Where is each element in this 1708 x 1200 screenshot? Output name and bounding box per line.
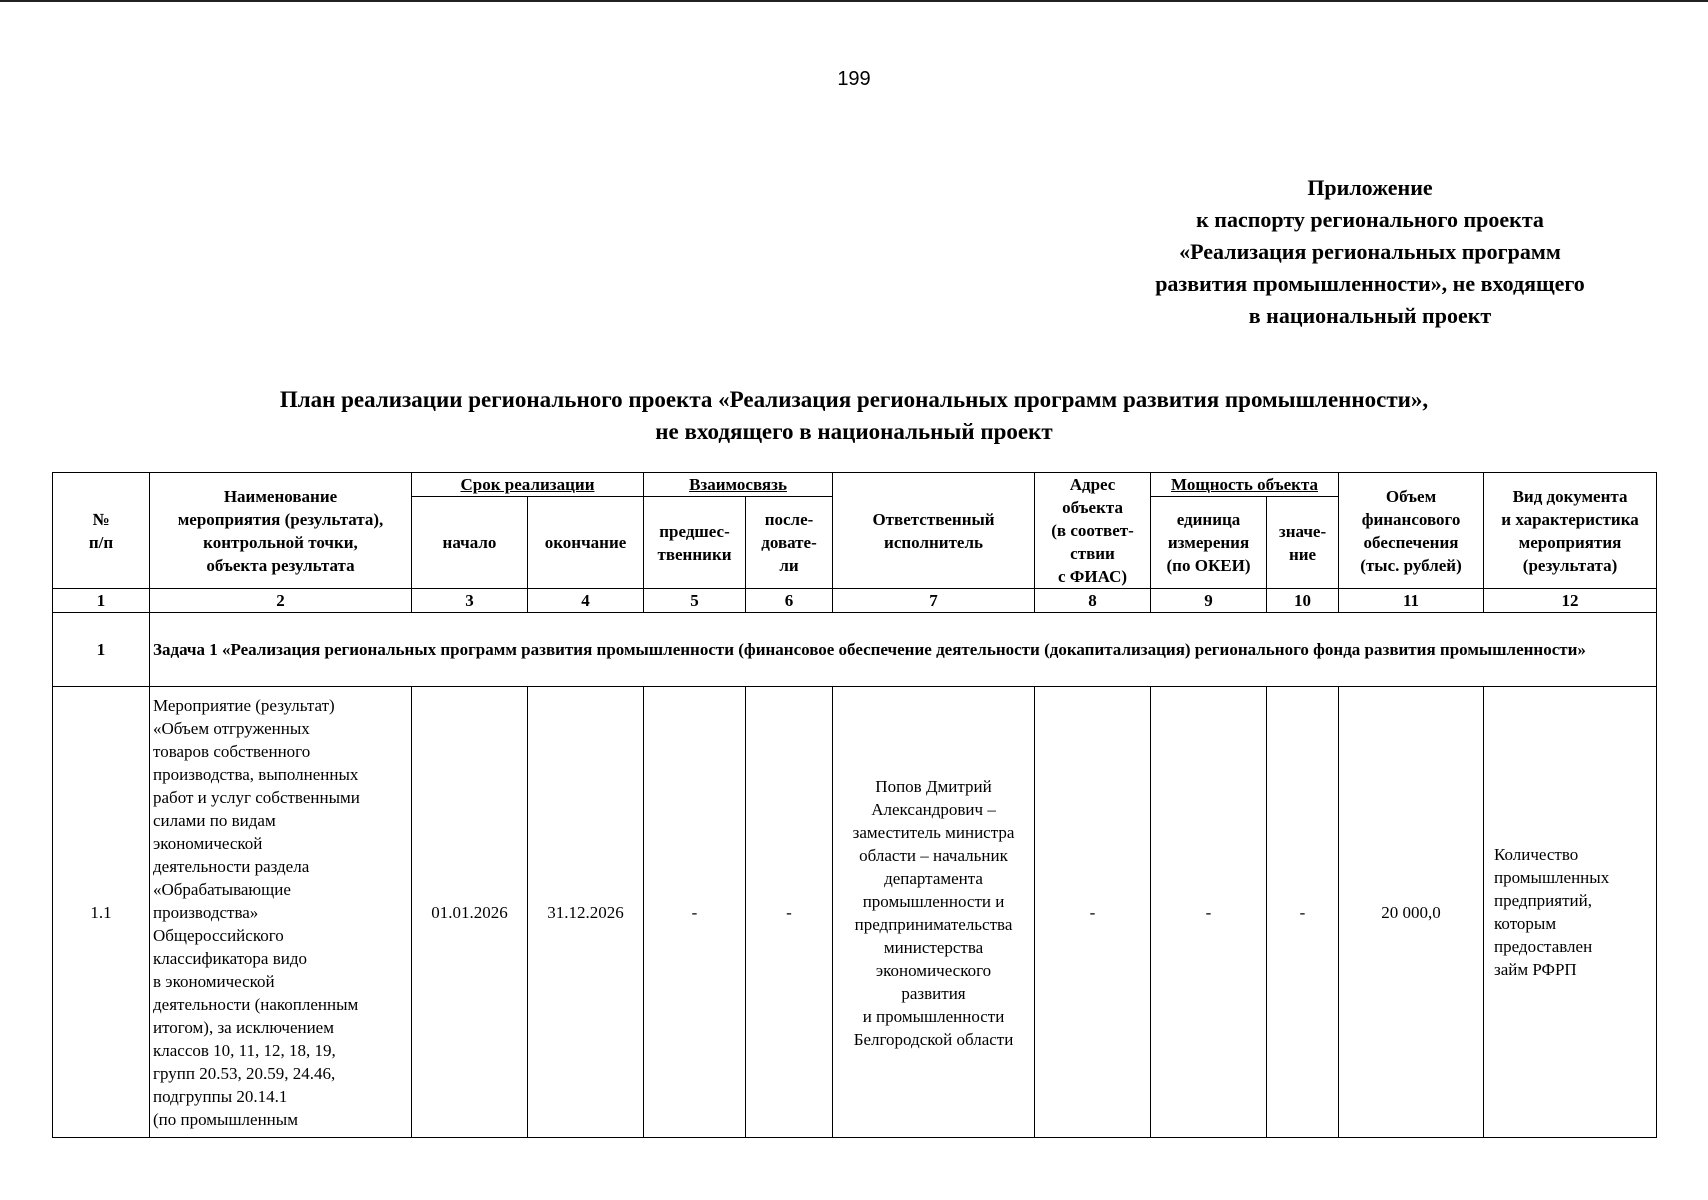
column-number: 9 [1151,589,1267,613]
row-predecessors: - [644,687,746,1138]
header-start: начало [412,497,528,589]
column-number: 5 [644,589,746,613]
plan-title [60,384,1648,448]
appendix-line: «Реализация региональных программ [1179,239,1561,264]
column-number: 4 [528,589,644,613]
plan-title-line2: не входящего в национальный проект [655,419,1053,444]
appendix-line: к паспорту регионального проекта [1196,207,1544,232]
column-number: 2 [150,589,412,613]
header-name: Наименование мероприятия (результата), контрольной точки, объекта результата [150,473,412,589]
task-number: 1 [53,613,150,687]
row-doc-type: Количество промышленных предприятий, которым предоставлен займ РФРП [1484,687,1657,1138]
row-num: 1.1 [53,687,150,1138]
header-doc-type: Вид документа и характеристика мероприятия (результата) [1484,473,1657,589]
column-number: 1 [53,589,150,613]
appendix-block [1090,172,1650,332]
header-capacity-group: Мощность объекта [1151,473,1339,497]
column-number: 6 [746,589,833,613]
header-link-group: Взаимосвязь [644,473,833,497]
row-funding: 20 000,0 [1339,687,1484,1138]
page-number: 199 [837,68,871,90]
table-row [53,687,1657,1138]
header-successors: после- довате- ли [746,497,833,589]
column-number: 7 [833,589,1035,613]
row-unit: - [1151,687,1267,1138]
column-number: 12 [1484,589,1657,613]
column-number-row [53,589,1657,613]
plan-table [52,472,1657,1138]
plan-title-line1: План реализации регионального проекта «Реализация региональных программ развития промышленности», [279,387,1429,412]
row-end: 31.12.2026 [528,687,644,1138]
row-name: Мероприятие (результат) «Объем отгруженных товаров собственного производства, выполненных работ и услуг собственными силами по видам экономической деятельности раздела «Обрабатывающие производства» Общероссийского классификатора видо в экономической деятельности (накопленным итогом), за исключением классов 10, 11, 12, 18, 19, групп 20.53, 20.59, 24.46, подгруппы 20.14.1 (по промышленным [150,687,412,1138]
column-number: 8 [1035,589,1151,613]
task-row [53,613,1657,687]
row-successors: - [746,687,833,1138]
column-number: 10 [1267,589,1339,613]
header-address: Адрес объекта (в соответ- ствии с ФИАС) [1035,473,1151,589]
column-number: 3 [412,589,528,613]
column-number: 11 [1339,589,1484,613]
row-value: - [1267,687,1339,1138]
header-funding: Объем финансового обеспечения (тыс. рублей) [1339,473,1484,589]
header-value: значе- ние [1267,497,1339,589]
appendix-line: в национальный проект [1248,303,1492,328]
header-row-top [53,473,1657,497]
row-address: - [1035,687,1151,1138]
row-start: 01.01.2026 [412,687,528,1138]
header-unit: единица измерения (по ОКЕИ) [1151,497,1267,589]
appendix-line: Приложение [1307,175,1433,200]
header-term-group: Срок реализации [412,473,644,497]
appendix-line: развития промышленности», не входящего [1155,271,1585,296]
task-text: Задача 1 «Реализация региональных программ развития промышленности (финансовое обеспечение деятельности (докапитализация) регионального фонда развития промышленности» [150,613,1657,687]
header-end: окончание [528,497,644,589]
top-border-line [0,0,1708,2]
header-num: № п/п [53,473,150,589]
row-responsible: Попов Дмитрий Александрович – заместитель министра области – начальник департамента промышленности и предпринимательства министерства экономического развития и промышленности Белгородской области [833,687,1035,1138]
header-responsible: Ответственный исполнитель [833,473,1035,589]
header-predecessors: предшес- твенники [644,497,746,589]
